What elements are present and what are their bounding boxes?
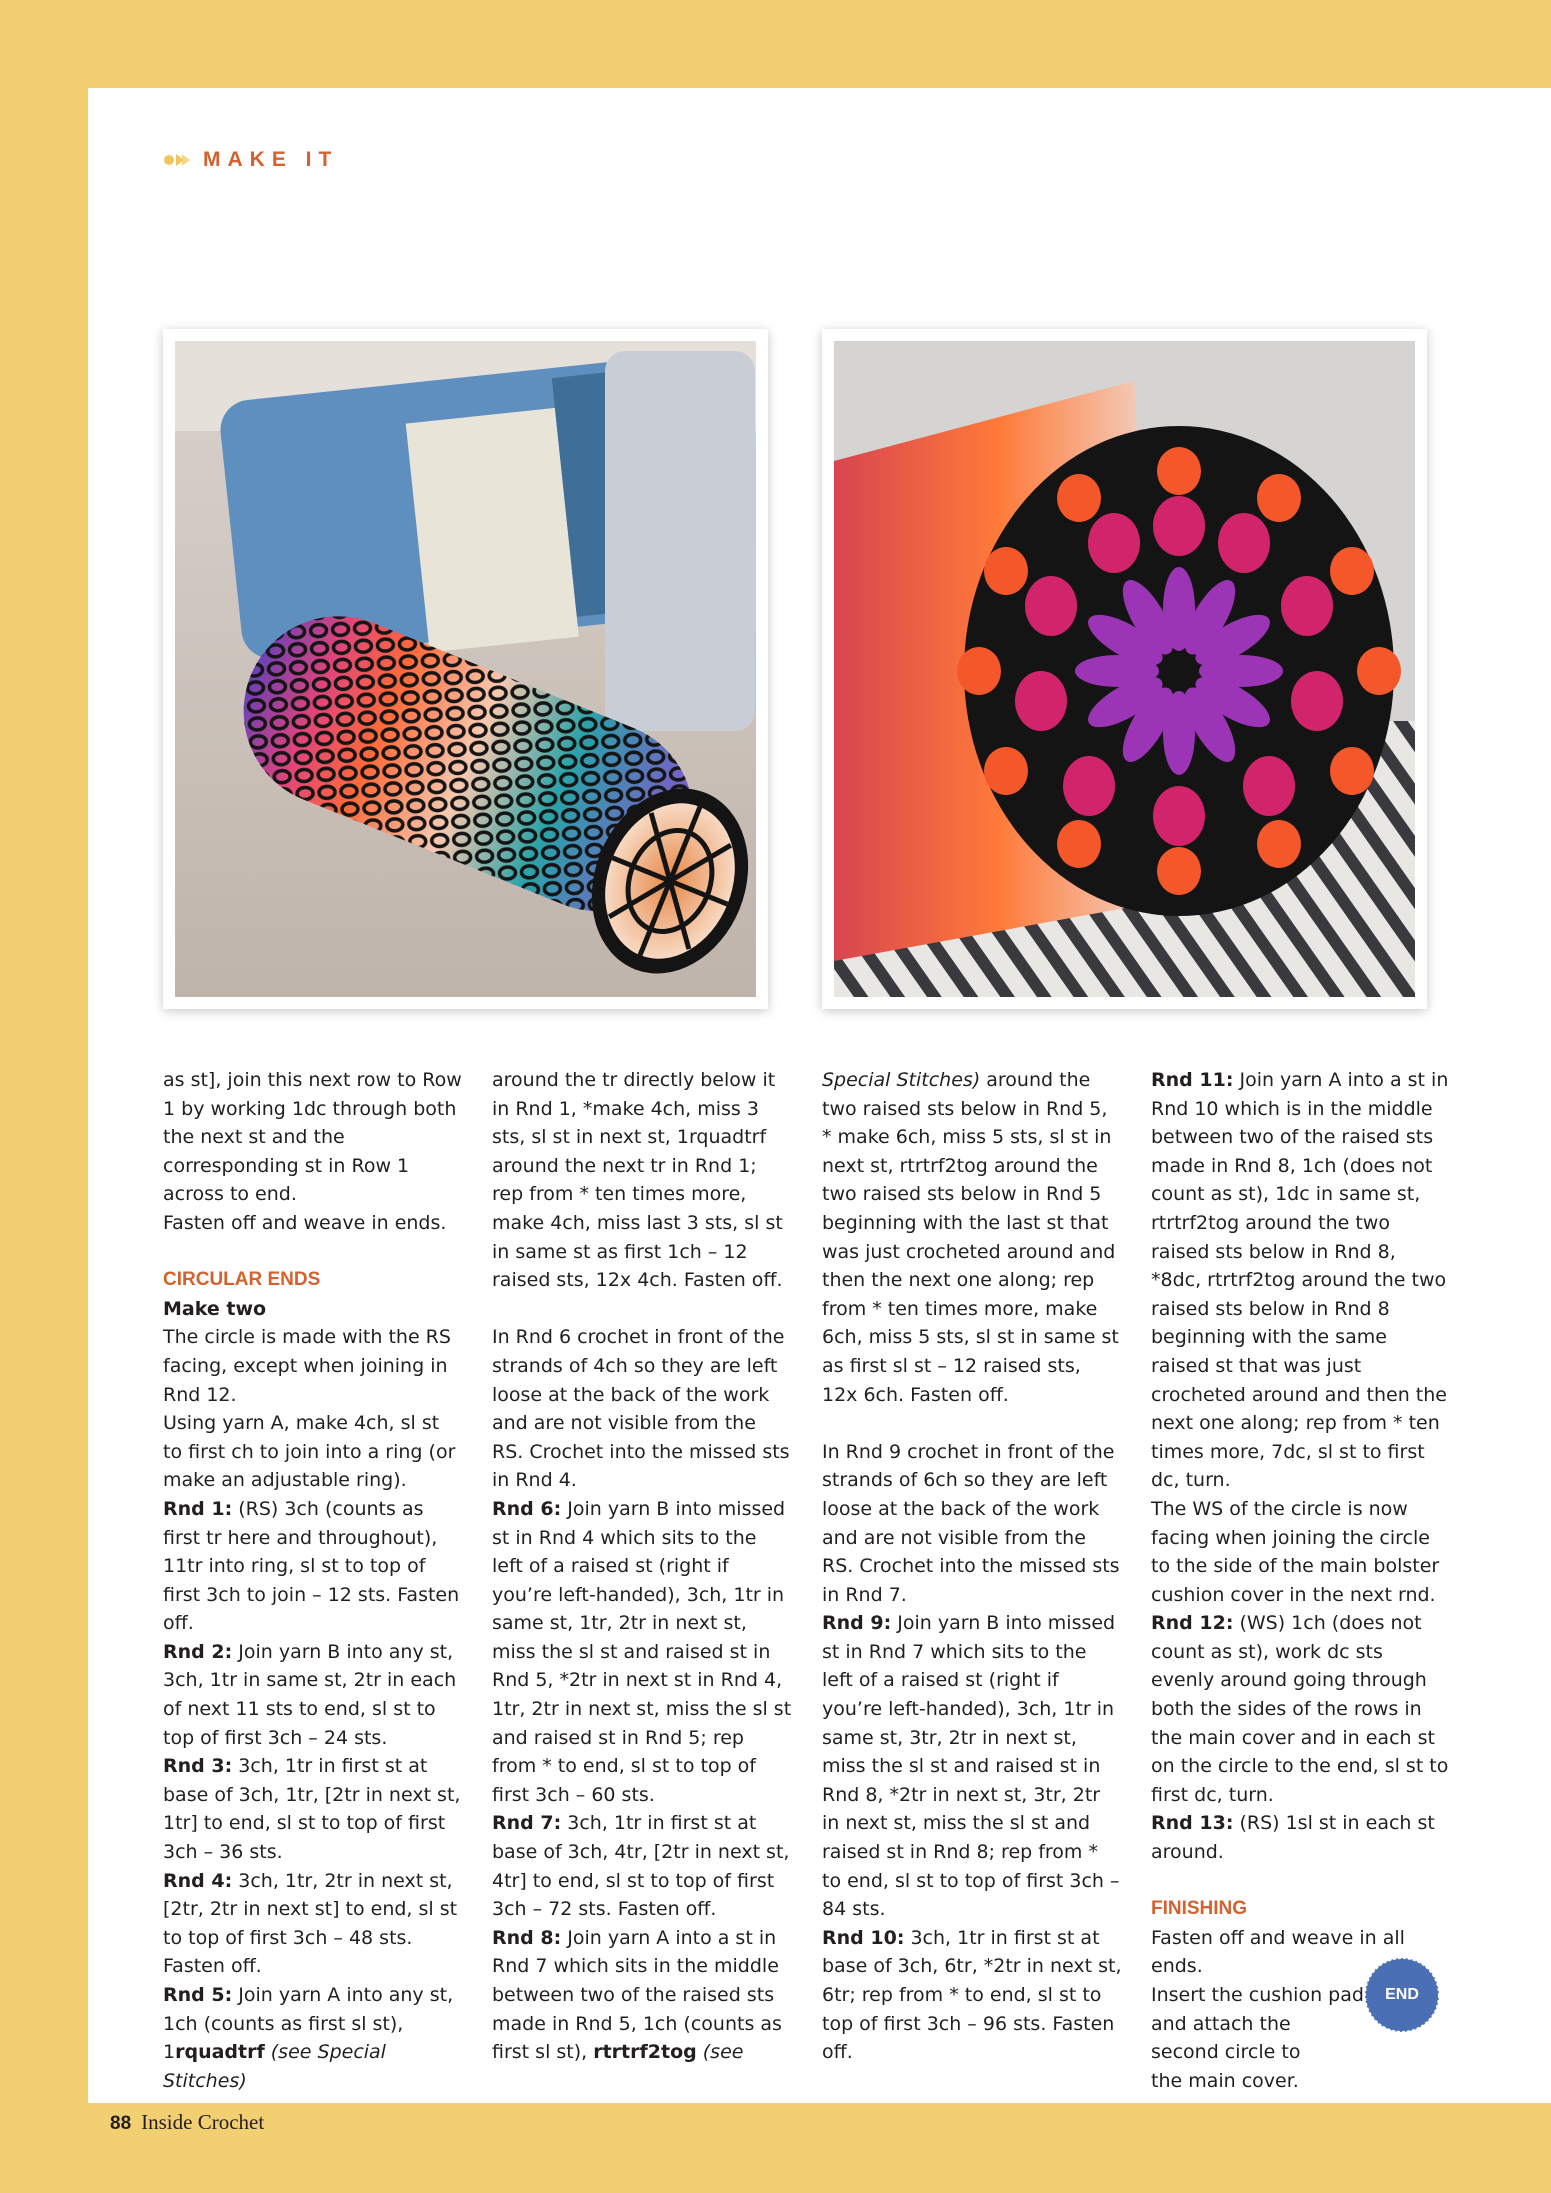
- finishing-line: the main cover.: [1151, 2069, 1299, 2092]
- round-13: Rnd 13: (RS) 1sl st in each st around.: [1151, 1812, 1435, 1864]
- paragraph: The WS of the circle is now facing when joining the circle to the side of the main bolster cushion cover in the next rnd.: [1151, 1497, 1440, 1606]
- round-7: Rnd 7: 3ch, 1tr in first st at base of 3ch, 4tr, [2tr in next st, 4tr] to end, sl st to top of first 3ch – 72 sts. Fasten off.: [492, 1812, 790, 1921]
- circle-closeup-photo: [834, 341, 1415, 997]
- section-title: MAKE IT: [203, 148, 339, 171]
- round-11: Rnd 11: Join yarn A into a st in Rnd 10 which is in the middle between two of the raised sts made in Rnd 8, 1ch (does not count as st), 1dc in same st, rtrtrf2tog around the two raised sts below in Rnd 8, *8dc, rtrtrf2tog around the two raised sts below in Rnd 8 beginning with the same raised st that was just crocheted around and then the next one along; rep from * ten times more, 7dc, sl st to first dc, turn.: [1151, 1069, 1449, 1492]
- finishing-line: second circle to: [1151, 2041, 1301, 2064]
- round-4: Rnd 4: 3ch, 1tr, 2tr in next st, [2tr, 2tr in next st] to end, sl st to top of first 3ch – 48 sts. Fasten off.: [163, 1869, 458, 1978]
- end-label: END: [1385, 1986, 1419, 2003]
- paragraph: Fasten off and weave in ends.: [163, 1211, 447, 1234]
- text-column-1: [163, 1066, 463, 2095]
- photo-frame-closeup: [822, 329, 1427, 1009]
- subheading-make-two: Make two: [163, 1297, 267, 1320]
- text-column-3: [822, 1066, 1122, 2067]
- round-2: Rnd 2: Join yarn B into any st, 3ch, 1tr in same st, 2tr in each of next 11 sts to end, sl st to top of first 3ch – 24 sts.: [163, 1640, 457, 1749]
- photo-frame-bolster: [163, 329, 768, 1009]
- page-number: 88: [110, 2113, 132, 2134]
- paragraph: Special Stitches) around the two raised sts below in Rnd 5, * make 6ch, miss 5 sts, sl st in next st, rtrtrf2tog around the two raised sts below in Rnd 5 beginning with the last st that was just crocheted around and then the next one along; rep from * ten times more, make 6ch, miss 5 sts, sl st in same st as first sl st – 12 raised sts, 12x 6ch. Fasten off.: [822, 1069, 1119, 1406]
- finishing-line: Fasten off and weave in all ends.: [1151, 1926, 1405, 1978]
- paragraph: In Rnd 6 crochet in front of the strands of 4ch so they are left loose at the back of the work and are not visible from the RS. Crochet into the missed sts in Rnd 4.: [492, 1326, 790, 1492]
- magazine-title: Inside Crochet: [141, 2110, 265, 2134]
- paragraph: Using yarn A, make 4ch, sl st to first ch to join into a ring (or make an adjustable ring).: [163, 1412, 456, 1492]
- round-8: Rnd 8: Join yarn A into a st in Rnd 7 which sits in the middle between two of the raised sts made in Rnd 5, 1ch (counts as first sl st), rtrtrf2tog (see: [492, 1926, 782, 2064]
- end-badge: [1364, 1957, 1440, 2033]
- page-footer: [110, 2110, 264, 2135]
- section-heading-circular-ends: CIRCULAR ENDS: [163, 1269, 321, 1291]
- section-heading-finishing: FINISHING: [1151, 1898, 1248, 1920]
- round-12: Rnd 12: (WS) 1ch (does not count as st), work dc sts evenly around going through both the sides of the rows in the main cover and in each st on the circle to the end, sl st to first dc, turn.: [1151, 1612, 1449, 1806]
- round-9: Rnd 9: Join yarn B into missed st in Rnd 7 which sits to the left of a raised st (right if you’re left-handed), 3ch, 1tr in same st, 3tr, 2tr in next st, miss the sl st and raised st in Rnd 8, *2tr in next st, 3tr, 2tr in next st, miss the sl st and raised st in Rnd 8; rep from * to end, sl st to top of first 3ch – 84 sts.: [822, 1612, 1120, 1921]
- round-1: Rnd 1: (RS) 3ch (counts as first tr here and throughout), 11tr into ring, sl st to top of first 3ch to join – 12 sts. Fasten off.: [163, 1497, 460, 1635]
- text-column-4: [1151, 1066, 1451, 2095]
- paragraph: The circle is made with the RS facing, except when joining in Rnd 12.: [163, 1326, 451, 1406]
- section-header: [163, 148, 338, 172]
- round-6: Rnd 6: Join yarn B into missed st in Rnd 4 which sits to the left of a raised st (right if you’re left-handed), 3ch, 1tr in same st, 1tr, 2tr in next st, miss the sl st and raised st in Rnd 5, *2tr in next st in Rnd 4, 1tr, 2tr in next st, miss the sl st and raised st in Rnd 5; rep from * to end, sl st to top of first 3ch – 60 sts.: [492, 1497, 792, 1806]
- round-5: Rnd 5: Join yarn A into any st, 1ch (counts as first sl st), 1rquadtrf (see Special Stitches): [163, 1984, 454, 2092]
- paragraph: In Rnd 9 crochet in front of the strands of 6ch so they are left loose at the back of the work and are not visible from the RS. Crochet into the missed sts in Rnd 7.: [822, 1440, 1120, 1606]
- round-3: Rnd 3: 3ch, 1tr in first st at base of 3ch, 1tr, [2tr in next st, 1tr] to end, sl st to top of first 3ch – 36 sts.: [163, 1755, 461, 1864]
- paragraph: as st], join this next row to Row 1 by working 1dc through both the next st and the corresponding st in Row 1 across to end.: [163, 1069, 462, 1206]
- round-10: Rnd 10: 3ch, 1tr in first st at base of 3ch, 6tr, *2tr in next st, 6tr; rep from * to end, sl st to top of first 3ch – 96 sts. Fasten off.: [822, 1926, 1122, 2064]
- bolster-photo: [175, 341, 756, 997]
- finishing-line: Insert the cushion pad: [1151, 1984, 1364, 2006]
- double-arrow-icon: [163, 151, 191, 169]
- paragraph: around the tr directly below it in Rnd 1, *make 4ch, miss 3 sts, sl st in next st, 1rquadtrf around the next tr in Rnd 1; rep from * ten times more, make 4ch, miss last 3 sts, sl st in same st as first 1ch – 12 raised sts, 12x 4ch. Fasten off.: [492, 1069, 783, 1292]
- finishing-line: and attach the: [1151, 2012, 1291, 2035]
- text-column-2: [492, 1066, 792, 2067]
